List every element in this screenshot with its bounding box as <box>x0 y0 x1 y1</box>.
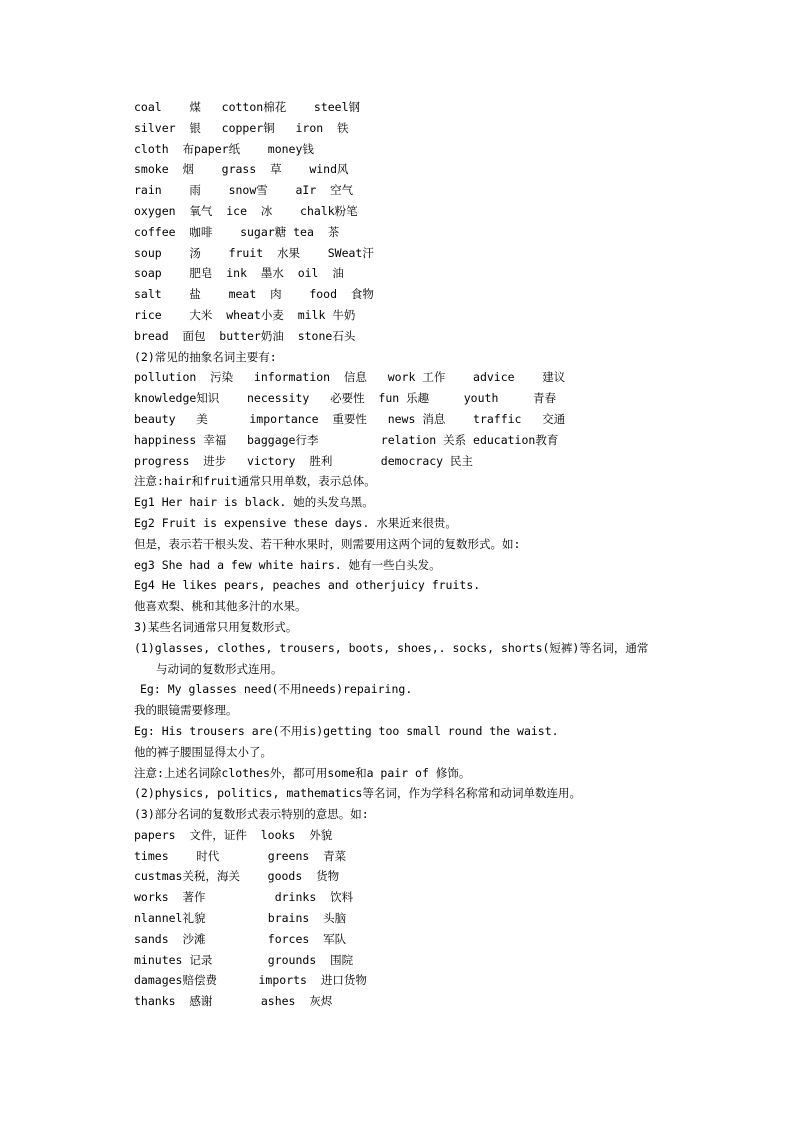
text-line: salt 盐 meat 肉 food 食物 <box>134 287 374 302</box>
text-line: smoke 烟 grass 草 wind风 <box>134 162 349 177</box>
example-line: Eg1 Her hair is black. 她的头发乌黑。 <box>134 495 374 510</box>
example-line: eg3 She had a few white hairs. 她有一些白头发。 <box>134 557 441 572</box>
text-line: soup 汤 fruit 水果 SWeat汗 <box>134 245 374 260</box>
note-line: 注意:上述名词除clothes外，都可用some和a pair of 修饰。 <box>134 765 471 780</box>
example-line: Eg: My glasses need(不用needs)repairing. <box>140 682 413 697</box>
text-line: 我的眼镜需要修理。 <box>134 703 238 718</box>
text-line: beauty 美 importance 重要性 news 消息 traffic 交通 <box>134 411 566 426</box>
text-line: damages赔偿费 imports 进口货物 <box>134 973 367 988</box>
text-line: 但是，表示若干根头发、若干种水果时，则需要用这两个词的复数形式。如: <box>134 536 521 551</box>
text-line: times 时代 greens 青菜 <box>134 848 347 863</box>
text-line: custmas关税，海关 goods 货物 <box>134 869 340 884</box>
text-line: (3)部分名词的复数形式表示特别的意思。如: <box>134 807 369 822</box>
text-line: bread 面包 butter奶油 stone石头 <box>134 328 356 343</box>
example-line: Eg4 He likes pears, peaches and otherjuicy fruits. <box>134 578 481 593</box>
section-heading: 3)某些名词通常只用复数形式。 <box>134 619 298 634</box>
text-line: happiness 幸福 baggage行李 relation 关系 education教育 <box>134 432 559 447</box>
text-line: knowledge知识 necessity 必要性 fun 乐趣 youth 青春 <box>134 391 556 406</box>
document-body <box>134 97 694 1012</box>
text-line: sands 沙滩 forces 军队 <box>134 931 347 946</box>
example-line: Eg2 Fruit is expensive these days. 水果近来很贵。 <box>134 515 457 530</box>
text-line: cloth 布paper纸 money钱 <box>134 141 314 156</box>
text-line: pollution 污染 information 信息 work 工作 advice 建议 <box>134 370 566 385</box>
note-line: 注意:hair和fruit通常只用单数，表示总体。 <box>134 474 376 489</box>
text-line: nlannel礼貌 brains 头脑 <box>134 911 347 926</box>
example-line: Eg: His trousers are(不用is)getting too small round the waist. <box>134 723 559 738</box>
text-line: rain 雨 snow雪 aIr 空气 <box>134 183 354 198</box>
text-line: 与动词的复数形式连用。 <box>156 661 283 676</box>
text-line: coal 煤 cotton棉花 steel钢 <box>134 100 361 114</box>
text-line: (1)glasses, clothes, trousers, boots, shoes,. socks, shorts(短裤)等名词，通常 <box>134 640 649 655</box>
text-line: (2)physics, politics, mathematics等名词，作为学科名称常和动词单数连用。 <box>134 786 581 801</box>
text-line: progress 进步 victory 胜利 democracy 民主 <box>134 453 474 468</box>
text-line: rice 大米 wheat小麦 milk 牛奶 <box>134 307 356 322</box>
text-line: minutes 记录 grounds 围院 <box>134 952 354 967</box>
text-line: soap 肥皂 ink 墨水 oil 油 <box>134 266 344 281</box>
text-line: oxygen 氧气 ice 冰 chalk粉笔 <box>134 203 358 218</box>
text-line: thanks 感谢 ashes 灰烬 <box>134 994 333 1009</box>
text-line: papers 文件，证件 looks 外貌 <box>134 827 333 842</box>
text-line: works 著作 drinks 饮料 <box>134 890 354 905</box>
text-line: silver 银 copper铜 iron 铁 <box>134 120 349 135</box>
text-line: 他的裤子腰围显得太小了。 <box>134 744 272 759</box>
section-heading: (2)常见的抽象名词主要有: <box>134 349 277 364</box>
text-line: 他喜欢梨、桃和其他多汁的水果。 <box>134 599 307 614</box>
text-line: coffee 咖啡 sugar糖 tea 茶 <box>134 224 340 239</box>
